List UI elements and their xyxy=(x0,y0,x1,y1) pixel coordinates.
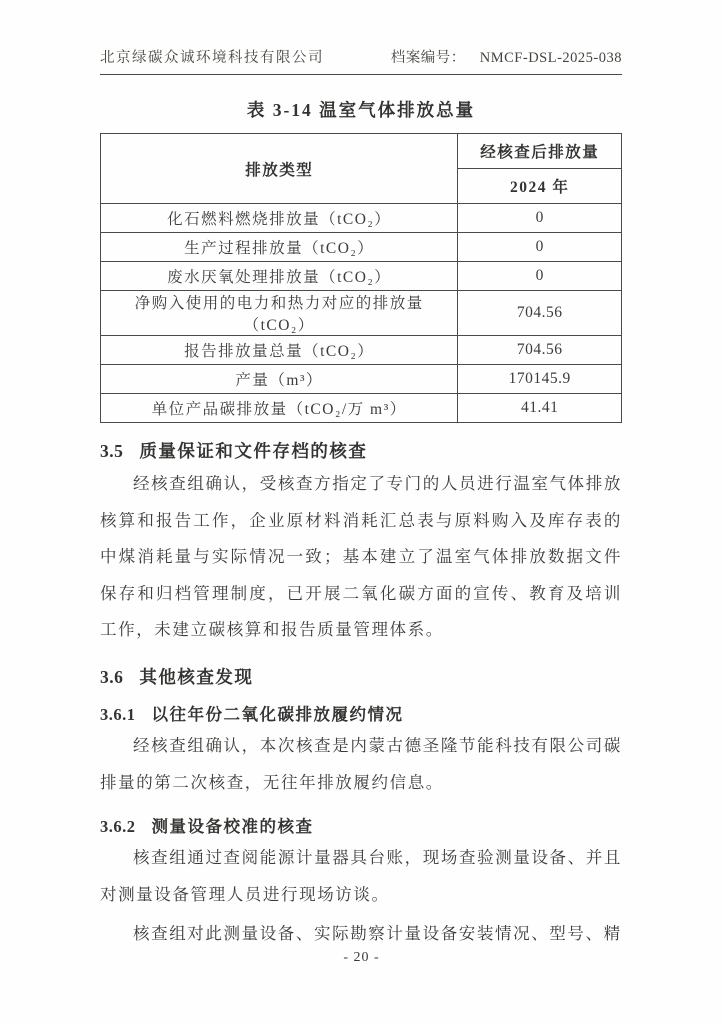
emissions-table xyxy=(100,133,622,423)
row-label: 化石燃料燃烧排放量（tCO₂） xyxy=(101,204,458,233)
section-title: 质量保证和文件存档的核查 xyxy=(139,441,368,461)
archive-number: NMCF-DSL-2025-038 xyxy=(479,50,622,66)
company-name: 北京绿碳众诚环境科技有限公司 xyxy=(100,50,324,66)
row-label: 报告排放量总量（tCO₂） xyxy=(101,336,458,365)
section-title: 以往年份二氧化碳排放履约情况 xyxy=(151,704,404,724)
table-title: 表 3-14 温室气体排放总量 xyxy=(246,100,476,120)
table-row xyxy=(101,365,622,394)
section-3-6-2-paragraph-1: 核查组通过查阅能源计量器具台账，现场查验测量设备、并且对测量设备管理人员进行现场访谈。 xyxy=(100,848,622,904)
section-number: 3.6.1 xyxy=(100,704,136,724)
section-number: 3.6 xyxy=(100,666,124,687)
section-title: 其他核查发现 xyxy=(139,666,254,687)
section-3-6-2-paragraph-2: 核查组对此测量设备、实际勘察计量设备安装情况、型号、精 xyxy=(133,924,622,944)
section-heading-3-6 xyxy=(100,664,622,689)
section-heading-3-5 xyxy=(100,438,622,463)
row-value: 0 xyxy=(458,204,622,233)
row-label: 单位产品碳排放量（tCO₂/万 m³） xyxy=(101,394,458,423)
section-heading-3-6-2 xyxy=(100,813,622,837)
row-label: 净购入使用的电力和热力对应的排放量（tCO₂） xyxy=(101,291,458,336)
row-label: 生产过程排放量（tCO₂） xyxy=(101,233,458,262)
row-value: 0 xyxy=(458,233,622,262)
archive-number-group xyxy=(391,46,622,67)
row-value: 41.41 xyxy=(458,394,622,423)
section-3-5-paragraph: 经核查组确认，受核查方指定了专门的人员进行温室气体排放核算和报告工作，企业原材料消耗汇总表与原料购入及库存表的中煤消耗量与实际情况一致；基本建立了温室气体排放数据文件保存和归档管理制度，已开展二氧化碳方面的宣传、教育及培训工作，未建立碳核算和报告质量管理体系。 xyxy=(100,474,622,640)
row-label: 产量（m³） xyxy=(101,365,458,394)
section-3-6-1-paragraph: 经核查组确认，本次核查是内蒙古德圣隆节能科技有限公司碳排量的第二次核查，无往年排放履约信息。 xyxy=(100,735,622,792)
row-value: 704.56 xyxy=(458,291,622,336)
section-number: 3.6.2 xyxy=(100,817,136,837)
table-row xyxy=(101,394,622,423)
section-title: 测量设备校准的核查 xyxy=(151,817,314,837)
section-number: 3.5 xyxy=(100,441,124,461)
row-value: 704.56 xyxy=(458,336,622,365)
row-value: 0 xyxy=(458,262,622,291)
archive-label: 档案编号： xyxy=(390,50,466,66)
table-row xyxy=(101,204,622,233)
page-number: - 20 - xyxy=(343,950,380,965)
column-header-verified-emissions: 经核查后排放量 xyxy=(458,134,622,169)
table-row xyxy=(101,336,622,365)
table-row xyxy=(101,291,622,336)
row-label: 废水厌氧处理排放量（tCO₂） xyxy=(101,262,458,291)
table-row xyxy=(101,262,622,291)
section-heading-3-6-1 xyxy=(100,701,622,725)
column-header-emission-type: 排放类型 xyxy=(101,134,458,204)
column-header-year: 2024 年 xyxy=(458,169,622,204)
table-row xyxy=(101,233,622,262)
running-header xyxy=(100,46,622,75)
row-value: 170145.9 xyxy=(458,365,622,394)
